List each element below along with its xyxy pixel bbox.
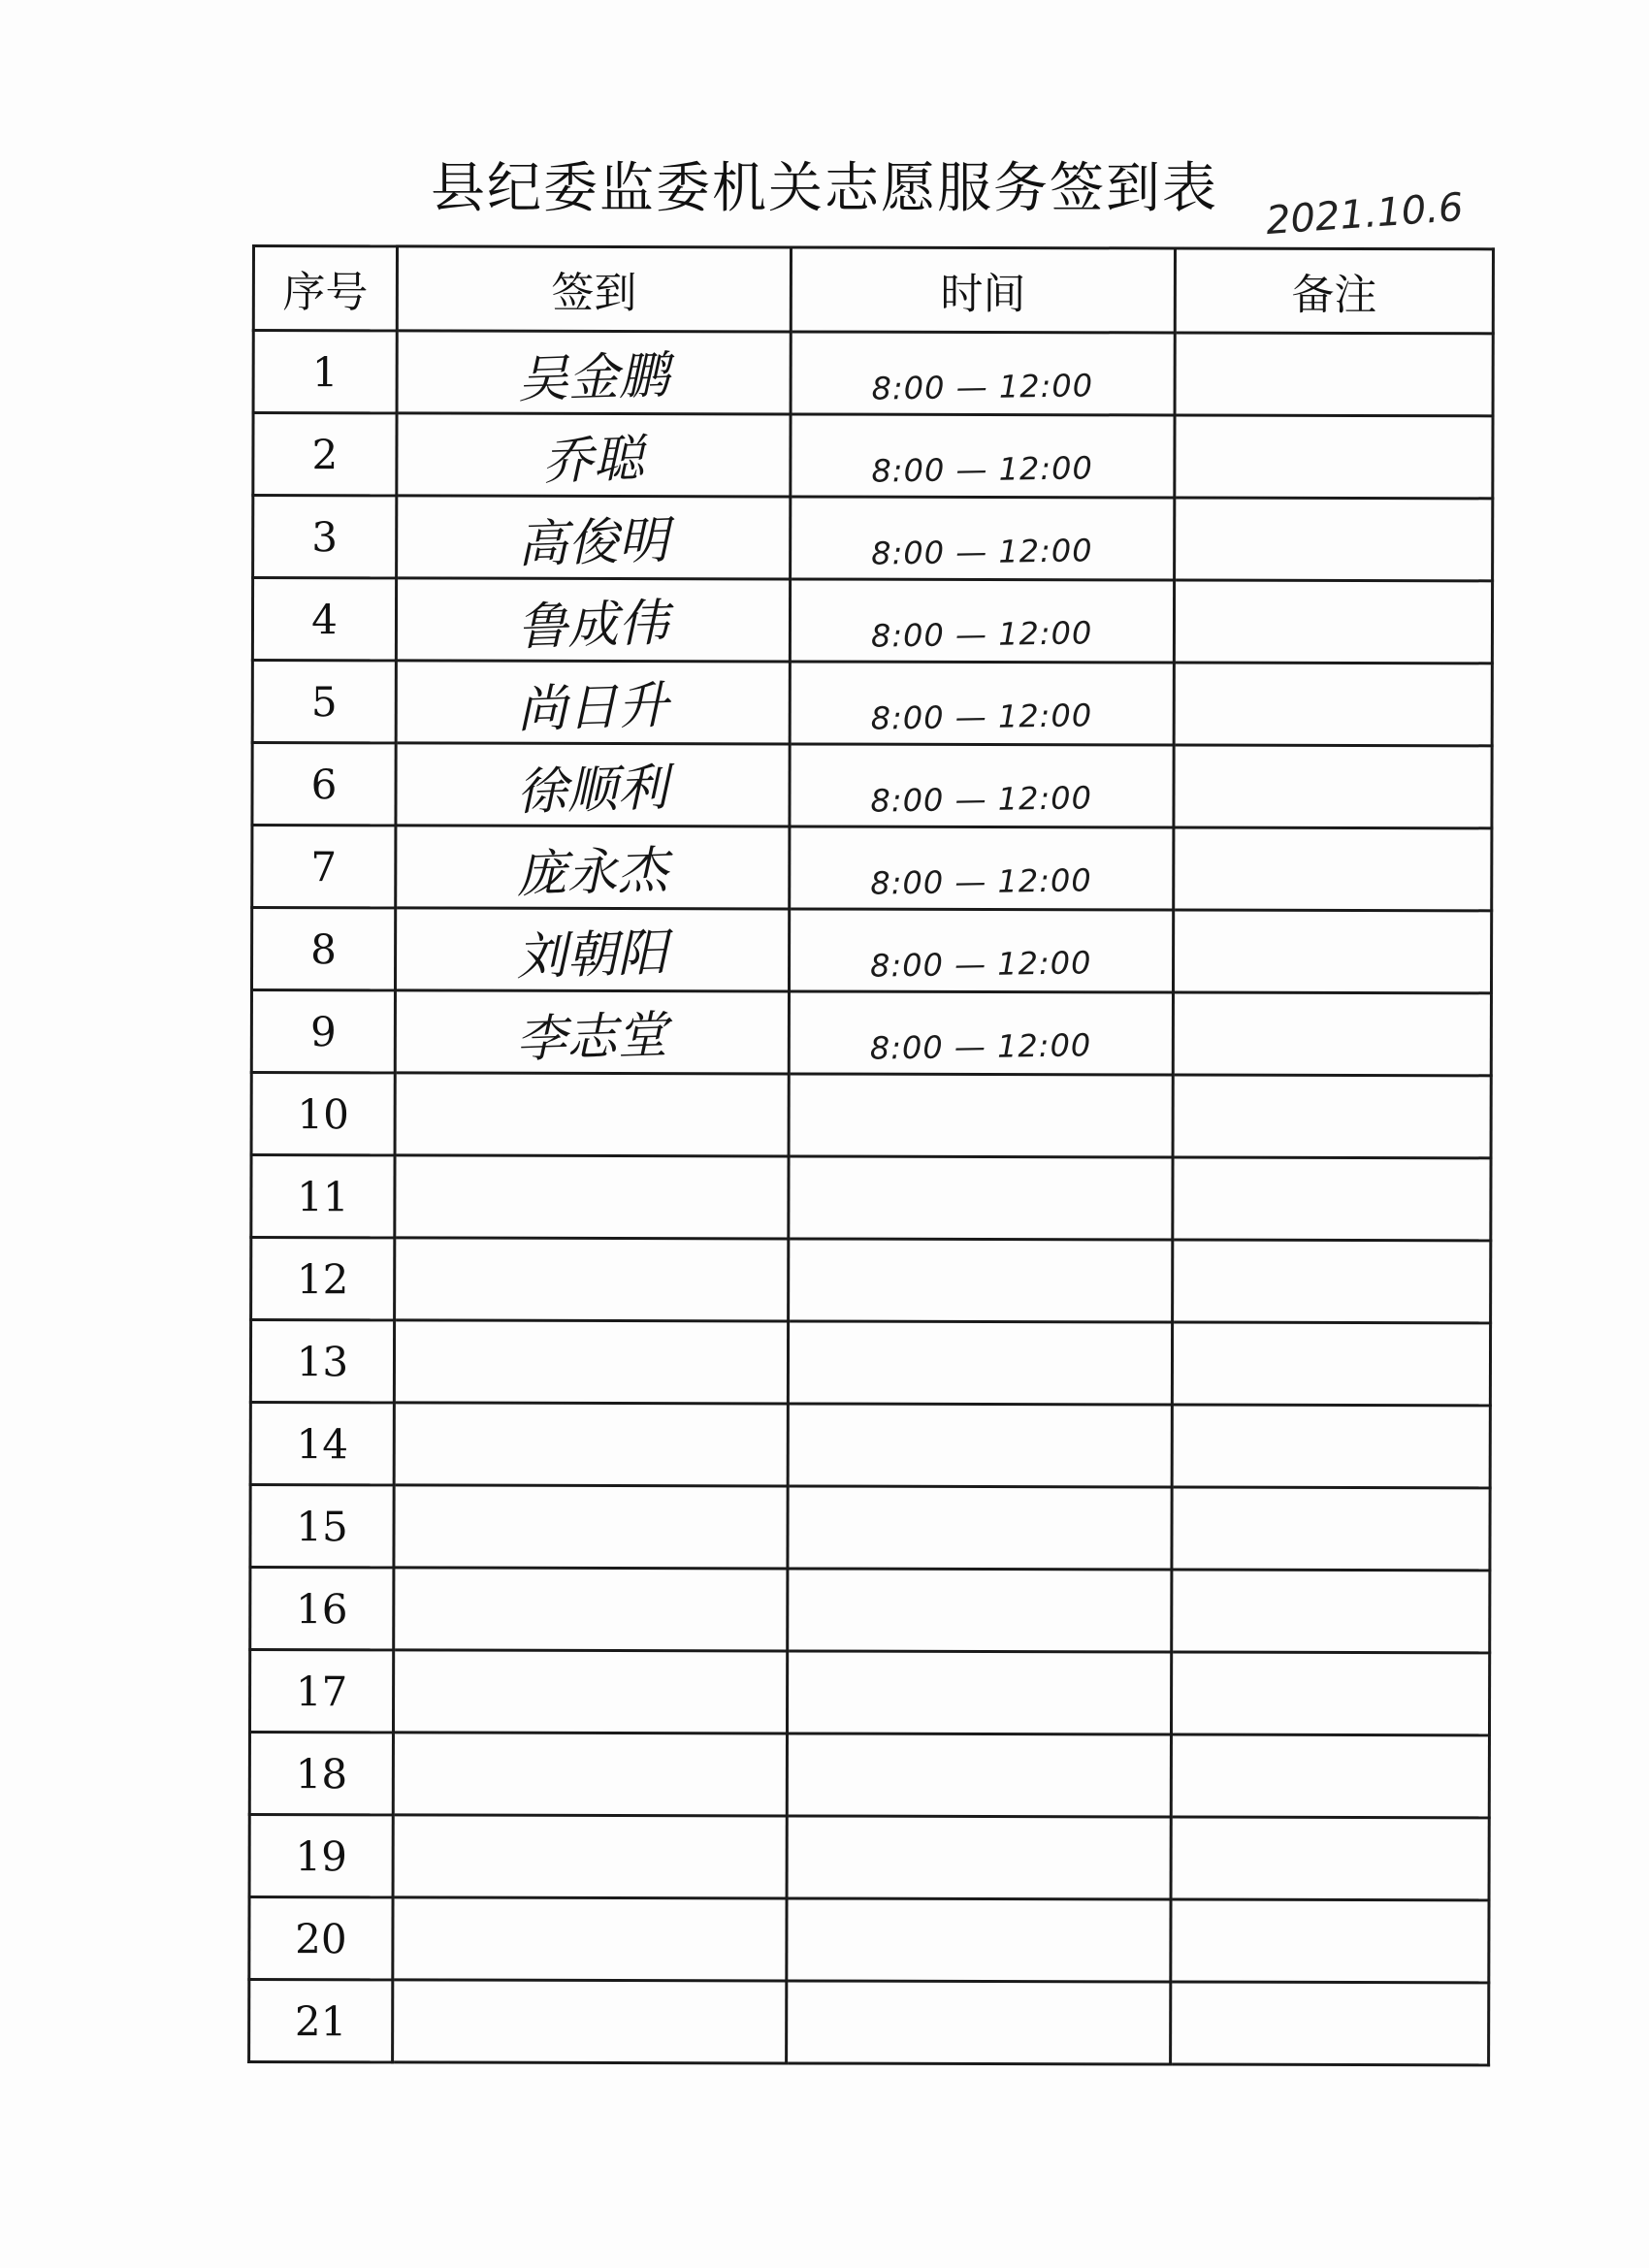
note-cell: [1173, 910, 1491, 993]
row-number: 4: [252, 578, 396, 661]
table-row: [252, 661, 1492, 746]
table-row: [249, 1814, 1489, 1899]
note-cell: [1172, 1405, 1490, 1488]
note-cell: [1173, 1240, 1491, 1323]
table-row: [252, 743, 1492, 828]
header-sign: 签到: [397, 246, 791, 332]
row-number: 9: [251, 990, 395, 1073]
handwritten-signature: 鲁成伟: [516, 593, 670, 657]
row-number: 2: [253, 413, 397, 496]
note-cell: [1171, 1817, 1489, 1900]
signature-cell: [393, 1733, 787, 1816]
signature-cell: [393, 1650, 787, 1733]
row-number: 16: [250, 1567, 394, 1649]
time-cell: [791, 332, 1175, 415]
time-cell: [789, 1239, 1173, 1322]
handwritten-time: 8:00 — 12:00: [870, 696, 1093, 737]
signature-cell: [393, 1980, 787, 2063]
handwritten-time: 8:00 — 12:00: [871, 366, 1094, 407]
note-cell: [1171, 1652, 1489, 1735]
signature-cell: [394, 1485, 788, 1569]
note-cell: [1172, 1570, 1490, 1653]
handwritten-time: 8:00 — 12:00: [870, 860, 1093, 902]
time-cell: [787, 1981, 1171, 2064]
time-cell: [789, 991, 1173, 1075]
signature-cell: [394, 1568, 788, 1651]
header-no: 序号: [253, 246, 397, 331]
handwritten-signature: 吴金鹏: [517, 345, 671, 409]
row-number: 14: [250, 1402, 394, 1484]
signature-cell: [397, 496, 791, 579]
handwritten-signature: 庞永杰: [516, 840, 669, 904]
table-body: [249, 331, 1494, 2065]
sign-in-table: [247, 244, 1495, 2066]
note-cell: [1175, 498, 1493, 581]
time-cell: [788, 1321, 1172, 1405]
handwritten-time: 8:00 — 12:00: [870, 613, 1093, 655]
handwritten-signature: 乔聪: [542, 429, 646, 492]
row-number: 20: [249, 1896, 393, 1979]
signature-cell: [397, 331, 791, 414]
row-number: 10: [251, 1073, 395, 1155]
note-cell: [1174, 663, 1492, 746]
table-row: [251, 1073, 1491, 1158]
note-cell: [1174, 580, 1492, 664]
row-number: 11: [251, 1155, 395, 1238]
table-row: [253, 496, 1493, 581]
row-number: 7: [252, 826, 396, 908]
handwritten-time: 8:00 — 12:00: [869, 1025, 1092, 1067]
table-row: [251, 1238, 1491, 1323]
signature-cell: [395, 1073, 789, 1156]
row-number: 15: [250, 1484, 394, 1567]
row-number: 12: [251, 1238, 395, 1320]
note-cell: [1173, 1075, 1491, 1158]
table-row: [250, 1320, 1490, 1406]
row-number: 17: [249, 1649, 393, 1732]
handwritten-time: 8:00 — 12:00: [871, 448, 1094, 490]
time-cell: [789, 1156, 1173, 1240]
header-row: [253, 246, 1493, 334]
note-cell: [1174, 827, 1492, 911]
table-row: [250, 1484, 1490, 1570]
row-number: 21: [249, 1979, 393, 2061]
time-cell: [790, 744, 1174, 827]
handwritten-signature: 徐顺利: [516, 758, 670, 822]
note-cell: [1172, 1322, 1490, 1406]
handwritten-time: 8:00 — 12:00: [870, 778, 1093, 820]
signature-cell: [393, 1815, 787, 1898]
note-cell: [1171, 1899, 1489, 1983]
signature-cell: [396, 578, 790, 662]
header-time: 时间: [791, 247, 1175, 333]
table-row: [251, 1155, 1491, 1241]
signature-cell: [395, 990, 789, 1074]
signature-cell: [396, 826, 790, 909]
row-number: 3: [253, 496, 397, 578]
time-cell: [790, 826, 1174, 910]
table-row: [250, 1567, 1490, 1652]
note-cell: [1174, 745, 1492, 828]
row-number: 18: [249, 1732, 393, 1814]
handwritten-signature: 刘朝阳: [515, 923, 669, 987]
time-cell: [788, 1404, 1172, 1487]
row-number: 8: [251, 908, 395, 990]
table-row: [249, 1896, 1489, 1982]
table-row: [251, 908, 1491, 993]
note-cell: [1171, 1982, 1489, 2065]
signature-cell: [394, 1403, 788, 1486]
time-cell: [790, 662, 1174, 745]
signature-cell: [396, 743, 790, 826]
handwritten-date: 2021.10.6: [1264, 184, 1465, 244]
row-number: 5: [252, 661, 396, 743]
header-note: 备注: [1175, 248, 1493, 334]
time-cell: [789, 909, 1173, 992]
time-cell: [790, 579, 1174, 663]
document-title: 县纪委监委机关志愿服务签到表: [431, 157, 1218, 220]
note-cell: [1171, 1734, 1489, 1818]
row-number: 6: [252, 743, 396, 826]
signature-cell: [395, 1238, 789, 1321]
note-cell: [1175, 333, 1493, 416]
row-number: 13: [250, 1320, 394, 1403]
row-number: 19: [249, 1814, 393, 1896]
handwritten-signature: 高俊明: [516, 510, 670, 574]
note-cell: [1173, 1157, 1491, 1241]
signature-cell: [396, 661, 790, 744]
table-row: [252, 578, 1492, 664]
table-row: [253, 331, 1493, 416]
handwritten-signature: 李志堂: [515, 1005, 669, 1069]
table-row: [252, 826, 1492, 911]
time-cell: [791, 414, 1175, 498]
row-number: 1: [253, 331, 397, 413]
table-row: [249, 1979, 1489, 2064]
note-cell: [1173, 992, 1491, 1076]
signature-cell: [394, 1320, 788, 1404]
handwritten-signature: 尚日升: [516, 675, 670, 739]
table-row: [250, 1402, 1490, 1487]
time-cell: [788, 1486, 1172, 1570]
handwritten-time: 8:00 — 12:00: [870, 943, 1093, 985]
time-cell: [787, 1816, 1171, 1899]
time-cell: [787, 1733, 1171, 1817]
signature-cell: [395, 1155, 789, 1239]
handwritten-time: 8:00 — 12:00: [871, 531, 1094, 572]
time-cell: [788, 1569, 1172, 1652]
time-cell: [789, 1074, 1173, 1157]
time-cell: [787, 1651, 1171, 1734]
table-row: [253, 413, 1493, 499]
signature-cell: [397, 413, 791, 497]
signature-cell: [393, 1897, 787, 1981]
table-row: [249, 1649, 1489, 1734]
time-cell: [787, 1898, 1171, 1982]
note-cell: [1175, 415, 1493, 499]
signature-cell: [395, 908, 789, 991]
time-cell: [791, 497, 1175, 580]
note-cell: [1172, 1487, 1490, 1571]
table-row: [249, 1732, 1489, 1817]
table-row: [251, 990, 1491, 1076]
